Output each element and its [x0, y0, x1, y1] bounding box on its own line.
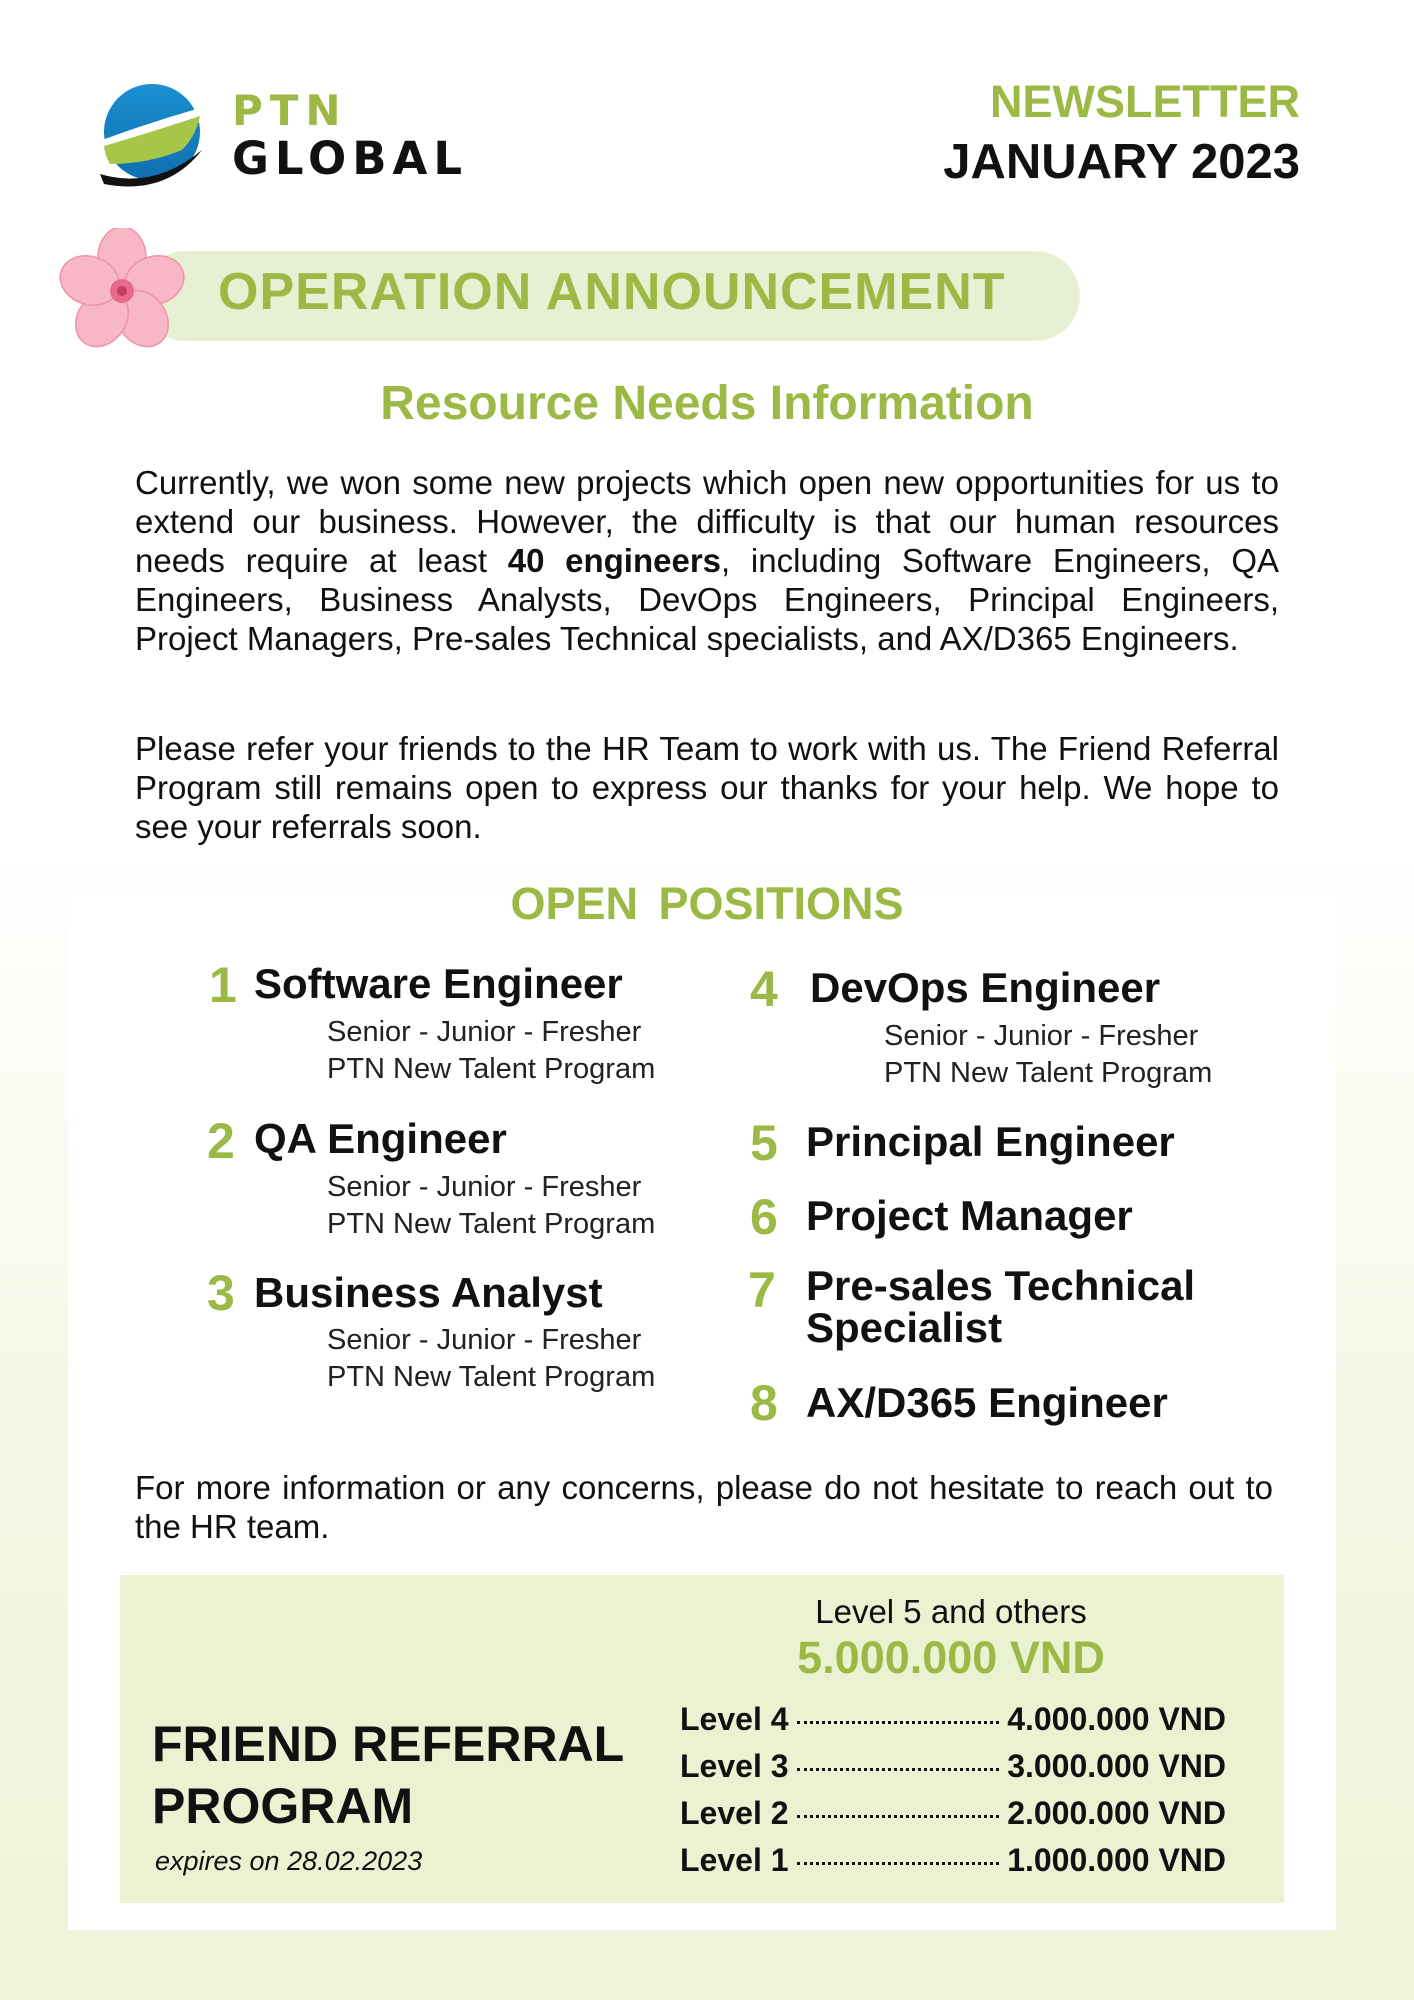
intro-paragraph-1: Currently, we won some new projects which open new opportunities for us to extend our business. However, the difficulty is that our human resources needs require at least 40 engineers, including Software Engineers, QA Engineers, Business Analysts, DevOps Engineers, Principal Engineers, Project Managers, Pre-sales Technical specialists, and AX/D365 Engineers. [135, 464, 1279, 657]
newsletter-label: NEWSLETTER [990, 76, 1300, 127]
position-title: AX/D365 Engineer [806, 1379, 1168, 1426]
level-row: Level 3 3.000.000 VND [680, 1748, 1226, 1784]
position-number: 3 [207, 1265, 235, 1321]
logo-global-text: GLOBAL [232, 132, 469, 185]
position-number: 8 [750, 1375, 778, 1431]
engineer-count: 40 engineers [507, 542, 722, 579]
section-banner-title: OPERATION ANNOUNCEMENT [218, 263, 1006, 321]
position-levels: Senior - Junior - Fresher PTN New Talent Program [327, 1324, 656, 1393]
position-number: 7 [748, 1262, 776, 1318]
level-row: Level 4 4.000.000 VND [680, 1701, 1226, 1737]
position-levels: Senior - Junior - Fresher PTN New Talent Program [884, 1020, 1213, 1089]
newsletter-date: JANUARY 2023 [943, 135, 1300, 189]
level-row: Level 2 2.000.000 VND [680, 1795, 1226, 1831]
intro-paragraph-2: Please refer your friends to the HR Team to work with us. The Friend Referral Program still remains open to express our thanks for your help. We hope to see your referrals soon. [135, 730, 1279, 845]
position-title: Principal Engineer [806, 1118, 1175, 1165]
position-title: Software Engineer [254, 960, 623, 1007]
position-number: 2 [207, 1113, 235, 1169]
position-number: 1 [209, 957, 237, 1013]
resource-needs-title: Resource Needs Information [380, 377, 1034, 430]
referral-expiry: expires on 28.02.2023 [155, 1846, 423, 1876]
open-positions-title: OPEN POSITIONS [510, 878, 904, 929]
logo-ptn-text: PTN [232, 86, 348, 135]
referral-title: FRIEND REFERRAL PROGRAM [152, 1716, 625, 1834]
ptn-logo-icon [96, 78, 206, 196]
position-number: 5 [750, 1115, 778, 1171]
position-levels: Senior - Junior - Fresher PTN New Talent Program [327, 1171, 656, 1240]
position-title: Pre-sales Technical Specialist [806, 1262, 1196, 1351]
position-number: 6 [750, 1189, 778, 1245]
position-title: DevOps Engineer [810, 964, 1161, 1011]
position-title: QA Engineer [254, 1115, 507, 1162]
cherry-blossom-icon [48, 228, 196, 354]
position-title: Project Manager [806, 1192, 1133, 1239]
closing-paragraph: For more information or any concerns, please do not hesitate to reach out to the HR team. [135, 1469, 1273, 1545]
top-level-label: Level 5 and others [815, 1593, 1087, 1630]
position-levels: Senior - Junior - Fresher PTN New Talent Program [327, 1016, 656, 1085]
top-level-amount: 5.000.000 VND [797, 1632, 1105, 1683]
level-row: Level 1 1.000.000 VND [680, 1842, 1226, 1878]
position-number: 4 [750, 961, 778, 1017]
position-title: Business Analyst [254, 1269, 603, 1316]
